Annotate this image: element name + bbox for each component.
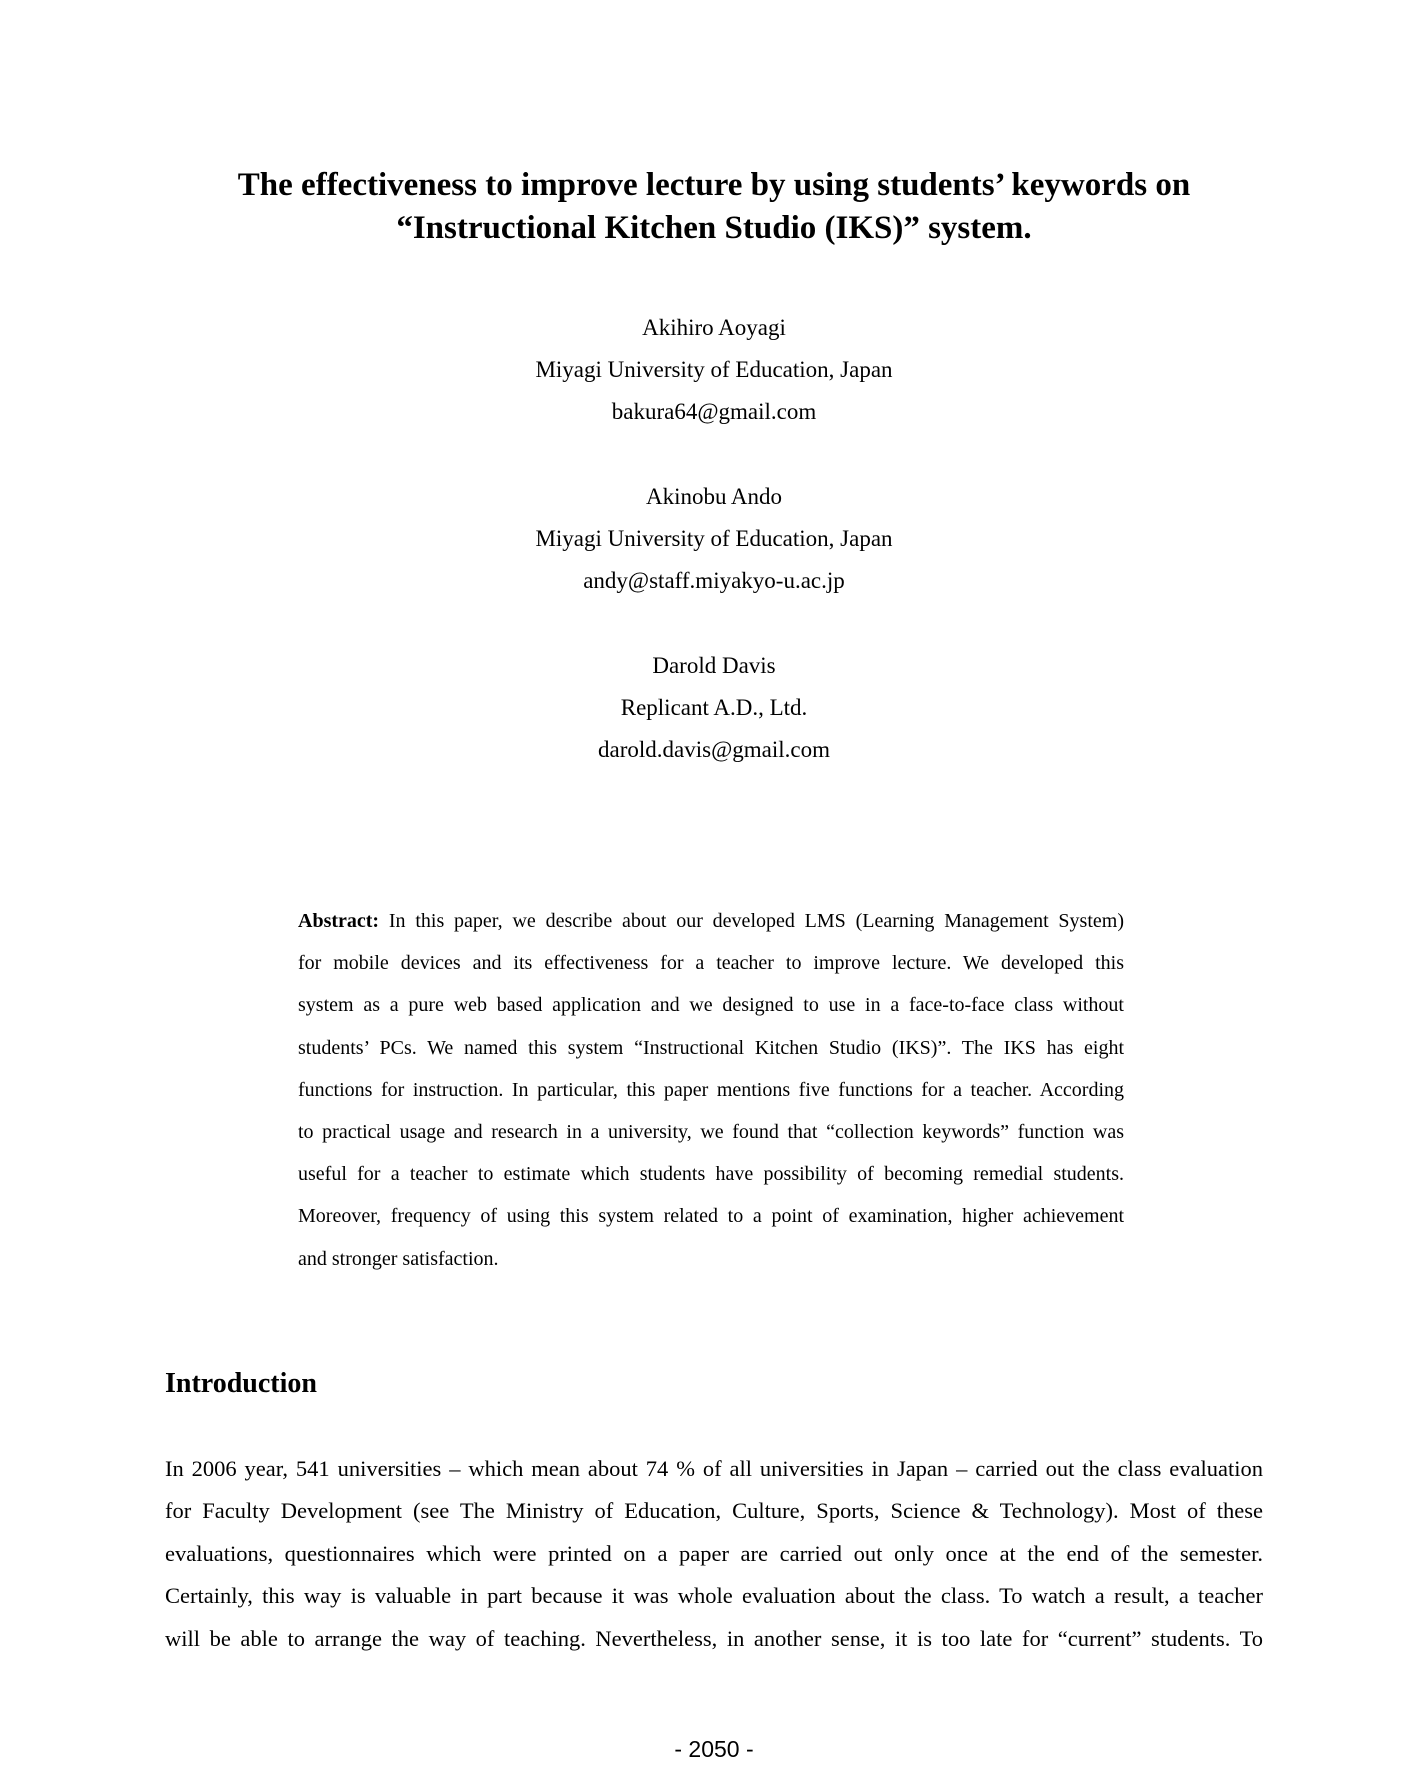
author-block-3	[0, 645, 1428, 771]
author-email: darold.davis@gmail.com	[598, 737, 830, 762]
abstract-line: functions for instruction. In particular, this paper mentions five functions for a teacher. According	[298, 1078, 1124, 1101]
author-name: Darold Davis	[652, 653, 776, 678]
paragraph-line: Certainly, this way is valuable in part because it was whole evaluation about the class. To watch a result, a teacher	[165, 1583, 1263, 1609]
author-affiliation: Replicant A.D., Ltd.	[620, 695, 808, 720]
paper-title-line-1: The effectiveness to improve lecture by using students’ keywords on	[237, 167, 1191, 203]
paper-title	[164, 164, 1264, 250]
page-number: - 2050 -	[674, 1736, 754, 1762]
paragraph-line: evaluations, questionnaires which were printed on a paper are carried out only once at the end of the semester.	[165, 1540, 1263, 1566]
author-name: Akihiro Aoyagi	[642, 315, 786, 340]
abstract-line: useful for a teacher to estimate which students have possibility of becoming remedial students.	[298, 1163, 1124, 1186]
abstract-label: Abstract:	[298, 910, 380, 932]
author-block-2	[0, 476, 1428, 602]
paper-title-line-2: “Instructional Kitchen Studio (IKS)” system.	[396, 210, 1032, 246]
author-name: Akinobu Ando	[645, 484, 783, 509]
abstract-line: Abstract: In this paper, we describe about our developed LMS (Learning Management System)	[298, 910, 1124, 932]
author-affiliation: Miyagi University of Education, Japan	[535, 357, 893, 382]
abstract-line: and stronger satisfaction.	[298, 1247, 499, 1270]
abstract-line: for mobile devices and its effectiveness for a teacher to improve lecture. We developed this	[298, 952, 1124, 975]
paragraph-line: for Faculty Development (see The Ministry of Education, Culture, Sports, Science & Technology). Most of these	[165, 1498, 1263, 1524]
abstract-line: to practical usage and research in a university, we found that “collection keywords” function was	[298, 1121, 1124, 1144]
paragraph-line: will be able to arrange the way of teaching. Nevertheless, in another sense, it is too late for “current” students. To	[165, 1625, 1263, 1651]
abstract-line: students’ PCs. We named this system “Instructional Kitchen Studio (IKS)”. The IKS has eight	[298, 1036, 1124, 1059]
abstract-line: Moreover, frequency of using this system related to a point of examination, higher achievement	[298, 1205, 1124, 1228]
abstract	[298, 900, 1124, 1280]
section-heading-introduction: Introduction	[165, 1368, 317, 1399]
author-email: andy@staff.miyakyo-u.ac.jp	[583, 568, 845, 593]
abstract-line: system as a pure web based application and we designed to use in a face-to-face class without	[298, 994, 1124, 1017]
paragraph-line: In 2006 year, 541 universities – which mean about 74 % of all universities in Japan – carried out the class evaluation	[165, 1456, 1263, 1481]
author-block-1	[0, 307, 1428, 433]
author-email: bakura64@gmail.com	[611, 399, 817, 424]
introduction-paragraph	[165, 1448, 1263, 1660]
author-affiliation: Miyagi University of Education, Japan	[535, 526, 893, 551]
